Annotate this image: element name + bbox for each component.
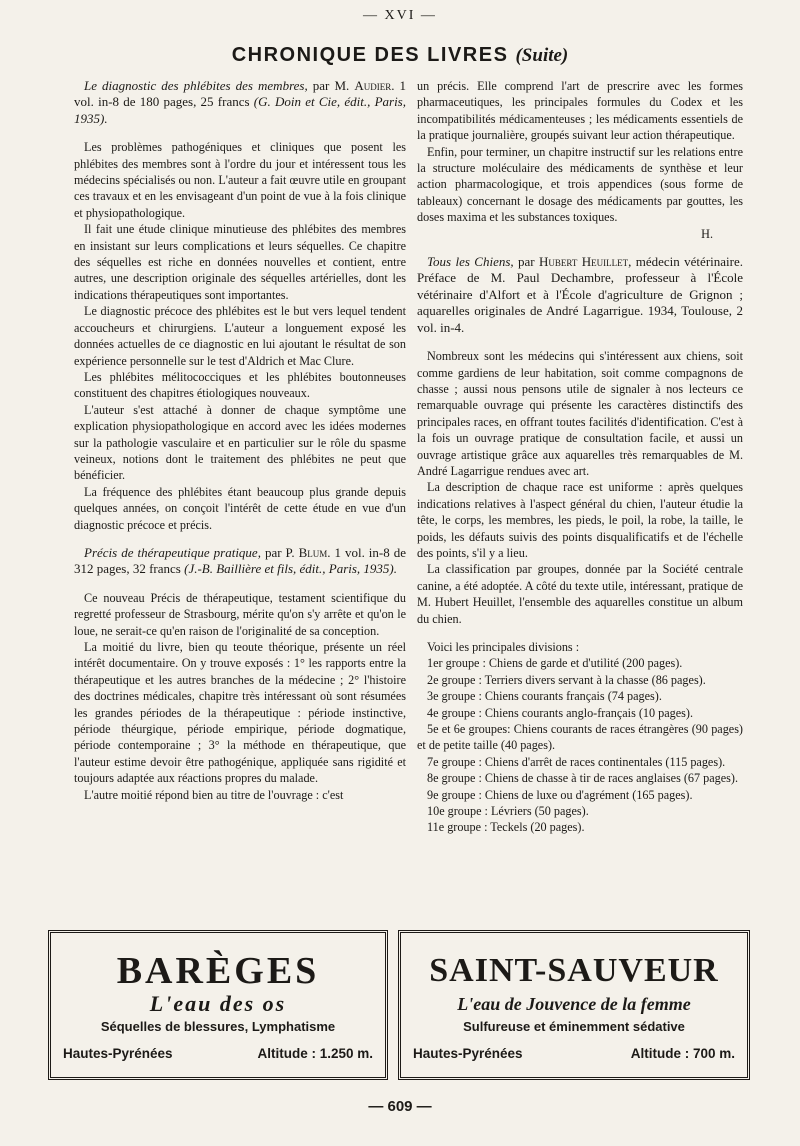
list-item: 9e groupe : Chiens de luxe ou d'agrément (165 pages). bbox=[427, 787, 693, 802]
book-title: Précis de thérapeutique pratique, bbox=[84, 544, 261, 560]
book-details: , médecin vétérinaire. Préface de M. Paul Dechambre, professeur à l'École vétérinaire d'Alfort et à l'École d'agriculture de Grignon ; aquarelles originales de André Lagarrigue. 1934, Toulouse, 2 vol. in-4. bbox=[417, 254, 743, 335]
review-signature: H. bbox=[701, 226, 713, 241]
book-by: par M. bbox=[307, 78, 355, 93]
book-author: Hubert Heuillet bbox=[539, 254, 629, 270]
ad-region: Hautes-Pyrénées bbox=[413, 1046, 523, 1061]
book-details: . 1 vol. in-8 de 180 pages, 25 francs bbox=[74, 78, 407, 110]
ad-tagline: L'eau de Jouvence de la femme bbox=[457, 994, 691, 1014]
list-item: 4e groupe : Chiens courants anglo-français (10 pages). bbox=[427, 705, 694, 720]
list-item: 11e groupe : Teckels (20 pages). bbox=[427, 820, 585, 835]
ad-footer bbox=[51, 1046, 385, 1061]
list-item: 7e groupe : Chiens d'arrêt de races continentales (115 pages). bbox=[427, 754, 726, 769]
review-paragraph: Enfin, pour terminer, un chapitre instructif sur les relations entre la structure moléculaire des médicaments de synthèse et leur action pharmacologique, et trois appendices (sous forme de tableaux) concernant le dosage des médicaments par gouttes, les doses maxima et les substances toxiques. bbox=[417, 144, 743, 225]
review-paragraph: Il fait une étude clinique minutieuse des phlébites des membres en insistant sur leurs complications et leurs séquelles. Ce chapitre des séquelles est riche en données nouvelles et contient, entre autres, une description originale des séquelles artérielles, dont les indications thérapeutiques sont importantes. bbox=[74, 222, 406, 302]
book-heading-precis bbox=[74, 545, 406, 578]
review-paragraph: Les problèmes pathogéniques et cliniques que posent les phlébites des membres sont à l'ordre du jour et intéressent tous les médecins spécialisés ou non. L'auteur a fait œuvre utile en groupant ces travaux et en les envisageant d'un point de vue à la fois clinique et physiopathologique. bbox=[74, 140, 406, 220]
book-by: par P. bbox=[260, 544, 299, 560]
ad-altitude: Altitude : 700 m. bbox=[630, 1046, 735, 1061]
ad-name: SAINT-SAUVEUR bbox=[429, 952, 719, 989]
page-number: — 609 — bbox=[368, 1098, 432, 1115]
book-heading-diagnostic bbox=[74, 78, 406, 127]
ad-footer bbox=[401, 1046, 747, 1061]
ad-name: BARÈGES bbox=[116, 950, 320, 992]
book-details: . 1 vol. in-8 de 312 pages, 32 francs bbox=[74, 544, 407, 577]
ad-saint-sauveur bbox=[398, 930, 750, 1080]
list-item: 5e et 6e groupes: Chiens courants de races étrangères (90 pages) et de petite taille (40 pages). bbox=[417, 722, 743, 753]
book-publisher: (G. Doin et Cie, édit., Paris, 1935). bbox=[74, 94, 406, 126]
book-heading-chiens bbox=[417, 254, 743, 336]
page-folio-top: — XVI — bbox=[363, 8, 437, 23]
review-paragraph: L'autre moitié répond bien au titre de l'ouvrage : c'est bbox=[84, 787, 344, 802]
review-paragraph: Ce nouveau Précis de thérapeutique, testament scientifique du regretté professeur de Strasbourg, mérite qu'on s'y arrête et qu'on le loue, ne serait-ce qu'en raison de l'originalité de sa conception. bbox=[74, 590, 406, 638]
ad-region: Hautes-Pyrénées bbox=[63, 1046, 173, 1061]
section-title: CHRONIQUE DES LIVRES bbox=[231, 44, 509, 66]
left-column bbox=[74, 78, 406, 803]
divisions-list bbox=[417, 655, 743, 835]
advertisements bbox=[48, 930, 750, 1082]
review-paragraph: Le diagnostic précoce des phlébites est le but vers lequel tendent accoucheurs et chirurgiens. L'auteur a longuement exposé les données actuelles de ce diagnostic en lui ajoutant le résultat de son expérience personnelle sur le test d'Aldrich et Mac Clure. bbox=[74, 304, 406, 368]
list-item: 3e groupe : Chiens courants français (74 pages). bbox=[427, 689, 662, 704]
section-suite: (Suite) bbox=[515, 45, 569, 66]
list-item: 1er groupe : Chiens de garde et d'utilité (200 pages). bbox=[427, 656, 683, 671]
book-title: Le diagnostic des phlébites des membres, bbox=[84, 78, 308, 93]
book-publisher: (J.-B. Baillière et fils, édit., Paris, 1935). bbox=[184, 561, 398, 577]
review-paragraph: Voici les principales divisions : bbox=[427, 640, 580, 654]
book-author: Blum bbox=[298, 544, 328, 560]
review-paragraph: un précis. Elle comprend l'art de prescrire avec les formes pharmaceutiques, les principales formules du Codex et les incompatibilités médicamenteuses ; les médicaments essentiels de la pratique journalière, groupés suivant leur action thérapeutique. bbox=[417, 79, 743, 143]
book-author: Audier bbox=[354, 78, 392, 93]
review-paragraph: La classification par groupes, donnée par la Société centrale canine, a été adoptée. A côté du texte utile, intéressant, pratique de M. Hubert Heuillet, l'ensemble des aquarelles constitue un album du chien. bbox=[417, 562, 743, 626]
book-title: Tous les Chiens, bbox=[427, 254, 514, 270]
ad-altitude: Altitude : 1.250 m. bbox=[257, 1046, 373, 1061]
ad-subtitle: Séquelles de blessures, Lymphatisme bbox=[100, 1019, 336, 1034]
review-paragraph: Nombreux sont les médecins qui s'intéressent aux chiens, soit comme gardiens de leur habitation, soit comme compagnons de chasse ; aussi nous pensons utile de signaler à nos lecteurs ce remarquable ouvrage qui présente les caractères distinctifs des principales races, en offrant toutes facilités d'identification. C'est à la fois un ouvrage pratique de consultation facile, et aussi un ouvrage artistique grâce aux aquarelles très remarquables de M. André Lagarrigue rendues avec art. bbox=[417, 349, 743, 478]
book-by: par bbox=[513, 254, 540, 270]
list-item: 8e groupe : Chiens de chasse à tir de races anglaises (67 pages). bbox=[427, 771, 739, 786]
review-paragraph: Les phlébites mélitococciques et les phlébites boutonneuses constituent des chapitres étiologiques nouveaux. bbox=[74, 369, 406, 401]
right-column bbox=[417, 78, 743, 836]
review-paragraph: L'auteur s'est attaché à donner de chaque symptôme une explication physiopathologique en accord avec les idées modernes sur la pathologie vasculaire et en particulier sur le rôle du spasme veineux, notions dont le traitement des phlébites ne peut que bénéficier. bbox=[74, 402, 406, 483]
review-paragraph: La moitié du livre, bien qu teoute théorique, présente un réel intérêt documentaire. On y trouve exposés : 1° les rapports entre la thérapeutique et les autres branches de la médecine ; 2° l'histoire des doctrines médicales, chapitre très intéressant où sont résumées les grandes périodes de la thérapeutique : période instinctive, période théurgique, période empirique, période dogmatique, période contemporaine ; 3° la méthode en thérapeutique, que l'auteur estime devoir être pathogénique, appliquée sans rigidité et toujours adaptée aux réactions propres du malade. bbox=[74, 640, 406, 786]
review-paragraph: La description de chaque race est uniforme : après quelques indications relatives à l'aspect général du chien, l'auteur étudie la tête, le corps, les membres, les pieds, le poil, la robe, la taille, le poids, les défauts suivis des points disqualificatifs et de l'échelle des points, s'il y a lieu. bbox=[417, 480, 743, 560]
list-item: 10e groupe : Lévriers (50 pages). bbox=[427, 804, 589, 819]
review-paragraph: La fréquence des phlébites étant beaucoup plus grande depuis quelques années, on conçoit l'intérêt de cette étude en vue d'un diagnostic précoce et précis. bbox=[74, 484, 406, 532]
section-heading bbox=[0, 44, 800, 67]
ad-subtitle: Sulfureuse et éminemment sédative bbox=[463, 1019, 685, 1034]
ad-bareges bbox=[48, 930, 388, 1080]
list-item: 2e groupe : Terriers divers servant à la chasse (86 pages). bbox=[427, 672, 706, 687]
ad-tagline: L'eau des os bbox=[149, 991, 287, 1016]
